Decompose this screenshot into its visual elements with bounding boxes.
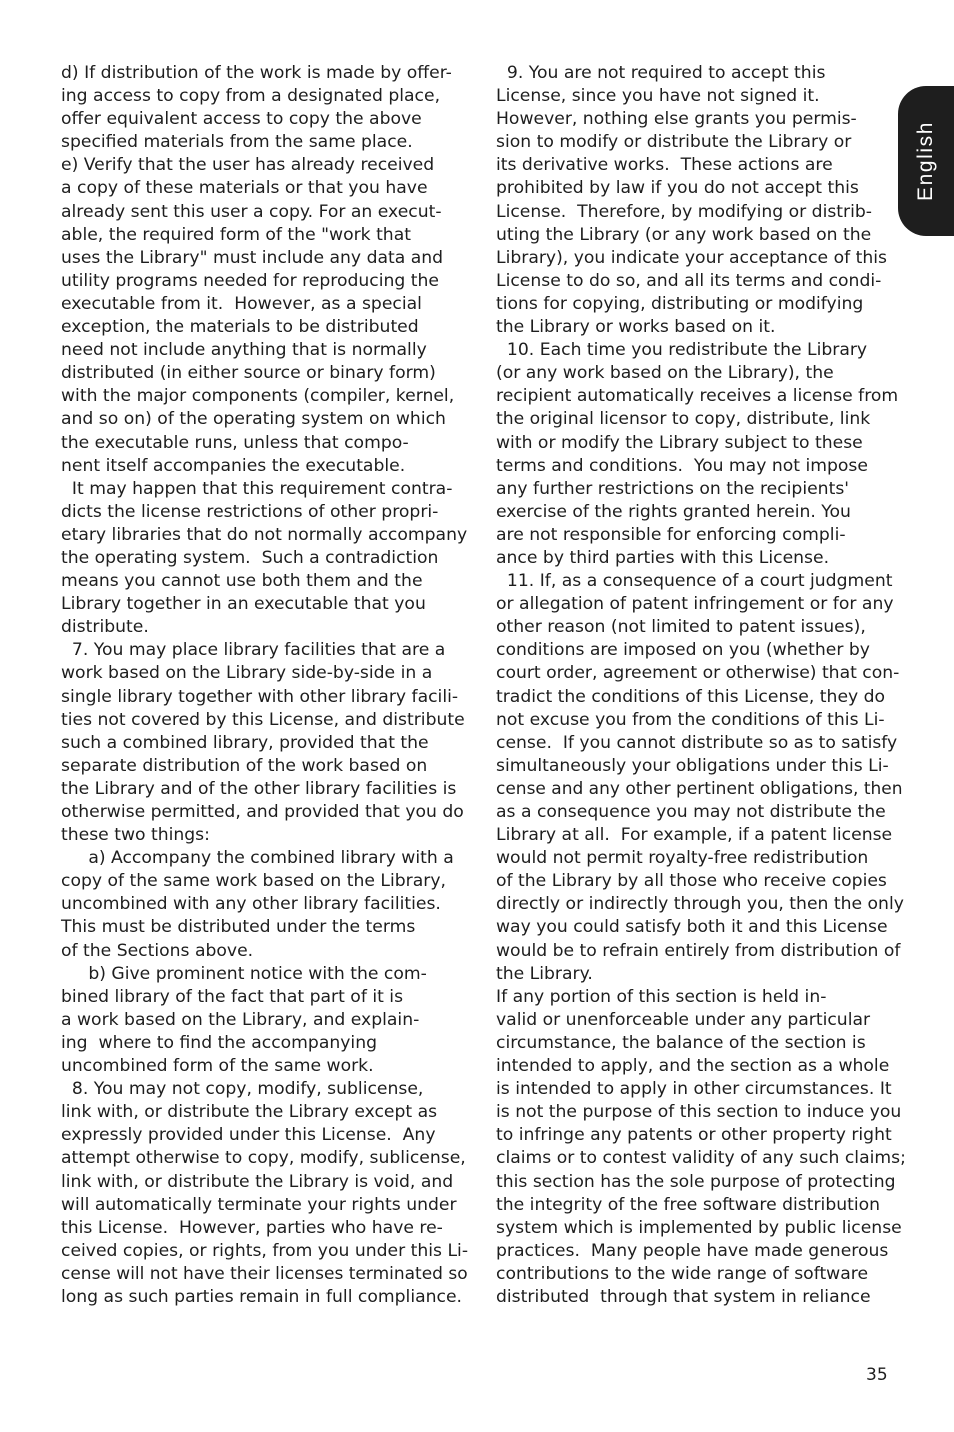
text-line: tions for copying, distributing or modifying — [496, 293, 864, 314]
text-line: ceived copies, or rights, from you under this Li- — [61, 1240, 469, 1261]
text-line: Library at all. For example, if a patent license — [496, 825, 893, 846]
text-line: conditions are imposed on you (whether by — [496, 640, 870, 661]
text-line: the integrity of the free software distribution — [496, 1194, 881, 1215]
text-line: intended to apply, and the section as a whole — [496, 1056, 890, 1077]
text-line: valid or unenforceable under any particular — [496, 1009, 871, 1030]
text-line: single library together with other library facili- — [61, 686, 459, 707]
text-line: 8. You may not copy, modify, sublicense, — [61, 1079, 424, 1100]
text-line: its derivative works. These actions are — [496, 155, 833, 176]
text-line: court order, agreement or otherwise) that con- — [496, 663, 900, 684]
text-line: the Library or works based on it. — [496, 317, 776, 338]
text-line: are not responsible for enforcing compli- — [496, 524, 846, 545]
text-line: recipient automatically receives a license from — [496, 386, 899, 407]
right-text-column — [496, 62, 906, 1309]
text-line: sion to modify or distribute the Library or — [496, 132, 852, 153]
text-line: and so on) of the operating system on which — [61, 409, 446, 430]
text-line: ing where to find the accompanying — [61, 1032, 378, 1053]
text-line: the operating system. Such a contradiction — [61, 547, 439, 568]
text-line: link with, or distribute the Library is void, and — [61, 1171, 454, 1192]
text-line: cense. If you cannot distribute so as to satisfy — [496, 732, 898, 753]
text-line: contributions to the wide range of software — [496, 1263, 869, 1284]
text-line: the Library. — [496, 963, 593, 984]
text-line: the original licensor to copy, distribute, link — [496, 409, 871, 430]
text-line: directly or indirectly through you, then the only — [496, 894, 904, 915]
text-line: Library together in an executable that you — [61, 594, 426, 615]
text-line: e) Verify that the user has already received — [61, 155, 435, 176]
text-line: specified materials from the same place. — [61, 132, 413, 153]
text-line: is intended to apply in other circumstances. It — [496, 1079, 892, 1100]
text-line: of the Sections above. — [61, 940, 254, 961]
text-line: simultaneously your obligations under this Li- — [496, 755, 889, 776]
text-line: a copy of these materials or that you have — [61, 178, 428, 199]
text-line: practices. Many people have made generous — [496, 1240, 889, 1261]
text-line: uses the Library" must include any data and — [61, 247, 444, 268]
text-line: as a consequence you may not distribute the — [496, 802, 886, 822]
text-line: uncombined form of the same work. — [61, 1056, 374, 1077]
text-line: these two things: — [61, 825, 210, 846]
text-line: etary libraries that do not normally accompany — [61, 524, 468, 545]
text-line: This must be distributed under the terms — [61, 917, 416, 938]
text-line: attempt otherwise to copy, modify, sublicense, — [61, 1148, 466, 1169]
text-line: 10. Each time you redistribute the Library — [496, 340, 868, 361]
text-line: terms and conditions. You may not impose — [496, 455, 868, 476]
text-line: distributed through that system in reliance — [496, 1286, 871, 1307]
text-line: However, nothing else grants you permis- — [496, 109, 857, 130]
text-line: ance by third parties with this License. — [496, 547, 830, 568]
text-line: with or modify the Library subject to these — [496, 432, 863, 453]
text-line: 11. If, as a consequence of a court judgment — [496, 571, 893, 592]
text-line: offer equivalent access to copy the above — [61, 109, 422, 130]
text-line: distribute. — [61, 617, 149, 638]
text-line: distributed (in either source or binary form) — [61, 363, 436, 384]
text-line: is not the purpose of this section to induce you — [496, 1102, 902, 1123]
text-line: nent itself accompanies the executable. — [61, 455, 406, 476]
text-line: ties not covered by this License, and distribute — [61, 709, 465, 730]
text-line: or allegation of patent infringement or for any — [496, 594, 894, 615]
text-line: (or any work based on the Library), the — [496, 363, 834, 384]
text-line: such a combined library, provided that the — [61, 732, 429, 753]
left-text-column — [61, 62, 471, 1309]
text-line: copy of the same work based on the Library, — [61, 871, 446, 892]
page-number: 35 — [866, 1365, 888, 1385]
text-line: the Library and of the other library facilities is — [61, 778, 457, 799]
text-line: any further restrictions on the recipients' — [496, 478, 849, 499]
text-line: License. Therefore, by modifying or distrib- — [496, 201, 873, 222]
text-line: the executable runs, unless that compo- — [61, 432, 409, 453]
text-line: d) If distribution of the work is made by offer- — [61, 63, 452, 83]
text-line: circumstance, the balance of the section is — [496, 1032, 866, 1053]
text-line: link with, or distribute the Library except as — [61, 1102, 438, 1123]
text-line: License to do so, and all its terms and condi- — [496, 270, 882, 291]
text-line: utility programs needed for reproducing the — [61, 270, 439, 291]
text-line: It may happen that this requirement contra- — [61, 478, 453, 499]
text-line: system which is implemented by public license — [496, 1217, 902, 1238]
text-line: will automatically terminate your rights under — [61, 1194, 457, 1215]
text-line: to infringe any patents or other property right — [496, 1125, 892, 1146]
text-line: If any portion of this section is held in- — [496, 986, 827, 1007]
language-tab — [898, 86, 954, 236]
text-line: able, the required form of the "work that — [61, 224, 411, 245]
text-line: prohibited by law if you do not accept this — [496, 178, 859, 199]
language-tab-label: English — [914, 120, 938, 202]
text-line: Library), you indicate your acceptance of this — [496, 247, 887, 268]
text-line: otherwise permitted, and provided that you do — [61, 802, 464, 822]
text-line: a) Accompany the combined library with a — [61, 848, 454, 869]
text-line: long as such parties remain in full compliance. — [61, 1286, 463, 1307]
text-line: 7. You may place library facilities that are a — [61, 640, 446, 661]
text-line: expressly provided under this License. Any — [61, 1125, 436, 1146]
text-line: uncombined with any other library facilities. — [61, 894, 441, 915]
text-line: License, since you have not signed it. — [496, 86, 820, 107]
text-line: way you could satisfy both it and this License — [496, 917, 888, 938]
text-line: means you cannot use both them and the — [61, 571, 423, 592]
text-line: already sent this user a copy. For an execut- — [61, 201, 442, 222]
text-line: bined library of the fact that part of it is — [61, 986, 404, 1007]
text-line: 9. You are not required to accept this — [496, 63, 826, 83]
text-line: other reason (not limited to patent issues), — [496, 617, 866, 638]
text-line: exception, the materials to be distributed — [61, 317, 419, 338]
text-line: dicts the license restrictions of other propri- — [61, 501, 439, 522]
text-line: a work based on the Library, and explain- — [61, 1009, 420, 1030]
text-line: separate distribution of the work based on — [61, 755, 428, 776]
text-line: not excuse you from the conditions of this Li- — [496, 709, 885, 730]
text-line: executable from it. However, as a special — [61, 293, 422, 314]
text-line: cense will not have their licenses terminated so — [61, 1263, 468, 1284]
text-line: b) Give prominent notice with the com- — [61, 963, 427, 984]
text-line: tradict the conditions of this License, they do — [496, 686, 886, 707]
text-line: ing access to copy from a designated place, — [61, 86, 441, 107]
text-line: claims or to contest validity of any such claims; — [496, 1148, 906, 1169]
text-line: uting the Library (or any work based on the — [496, 224, 872, 245]
text-line: this section has the sole purpose of protecting — [496, 1171, 896, 1192]
text-line: with the major components (compiler, kernel, — [61, 386, 455, 407]
text-line: would be to refrain entirely from distribution of — [496, 940, 901, 961]
text-line: of the Library by all those who receive copies — [496, 871, 887, 892]
text-line: cense and any other pertinent obligations, then — [496, 778, 903, 799]
text-line: need not include anything that is normally — [61, 340, 427, 361]
text-line: this License. However, parties who have re- — [61, 1217, 443, 1238]
text-line: work based on the Library side-by-side in a — [61, 663, 433, 684]
text-line: would not permit royalty-free redistribution — [496, 848, 869, 869]
text-line: exercise of the rights granted herein. You — [496, 501, 851, 522]
